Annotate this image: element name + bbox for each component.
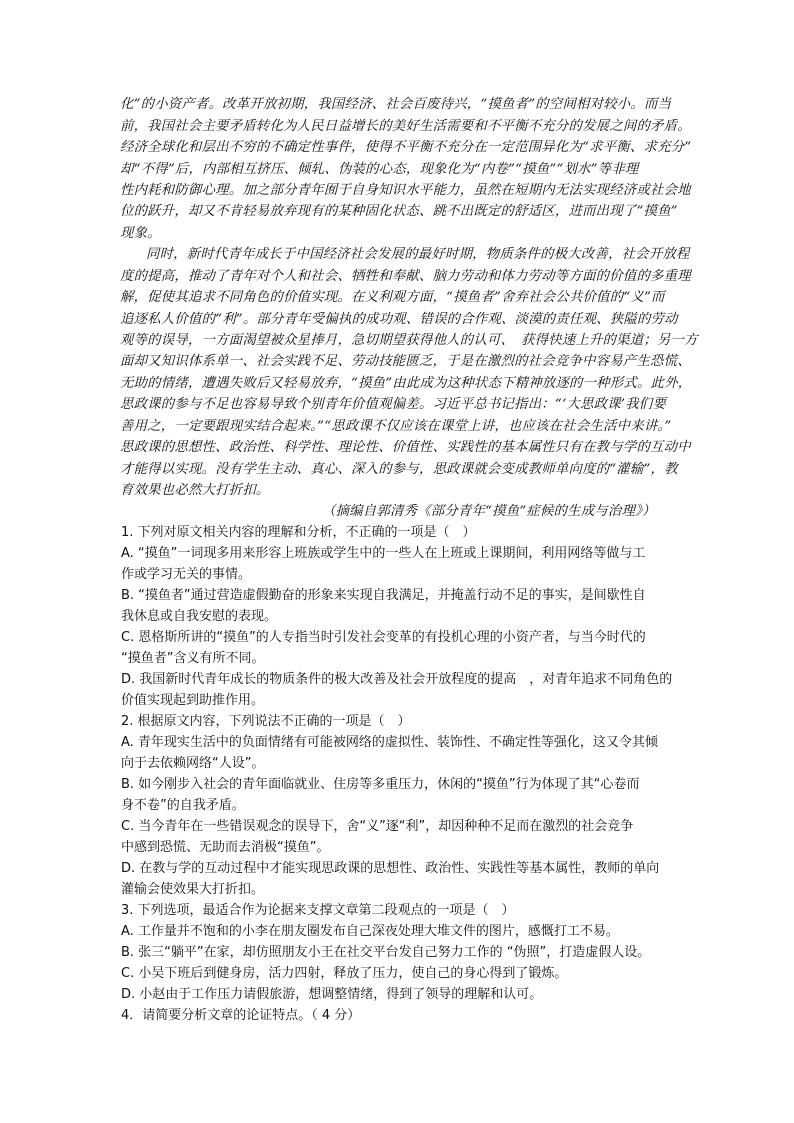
question-2-stem: 2. 根据原文内容，下列说法不正确的一项是（ ） <box>121 714 411 729</box>
question-3-option-c: C. 小吴下班后到健身房，活力四射，释放了压力，使自己的身心得到了锻炼。 <box>121 966 568 981</box>
article-line: 同时，新时代青年成长于中国经济社会发展的最好时期，物质条件的极大改善，社会开放程 <box>146 247 690 262</box>
question-4-stem: 4．请简要分析文章的论证特点。（ 4 分） <box>121 1008 361 1023</box>
question-1-stem: 1. 下列对原文相关内容的理解和分析，不正确的一项是（ ） <box>121 525 476 540</box>
article-line: 却“不得”后，内部相互挤压、倾轧、伪装的心态，现象化为“内卷”“摸鱼”“划水”等非理 <box>120 162 639 177</box>
question-2-option-d: D. 在教与学的互动过程中才能实现思政课的思想性、政治性、实践性等基本属性，教师的单向 <box>121 861 660 876</box>
question-2-option-d: 灌输会使效果大打折扣。 <box>121 882 265 897</box>
question-1-option-d: 价值实现起到助推作用。 <box>121 693 265 708</box>
question-1-option-a: A. “摸鱼”一词现多用来形容上班族或学生中的一些人在上班或上课期间，利用网络等做与工 <box>121 546 646 561</box>
article-line: 才能得以实现。没有学生主动、真心、深入的参与，思政课就会变成教师单向度的“灌输”，教 <box>120 462 678 477</box>
article-line: 观等的误导，一方面渴望被众星捧月，急切期望获得他人的认可、 获得快速上升的渠道；另一方 <box>120 333 698 348</box>
article-line: 位的跃升，却又不肯轻易放弃现有的某种固化状态、跳不出既定的舒适区，进而出现了“摸鱼” <box>120 204 678 219</box>
question-1-option-c: C. 恩格斯所讲的“摸鱼”的人专指当时引发社会变革的有投机心理的小资产者，与当今时代的 <box>121 630 646 645</box>
article-line: 化”的小资产者。改革开放初期，我国经济、社会百废待兴，“摸鱼者”的空间相对较小。而当 <box>120 97 672 112</box>
article-line: 无助的情绪，遭遇失败后又轻易放弃，“摸鱼”由此成为这种状态下精神放逐的一种形式。此外， <box>120 376 692 391</box>
article-line: 育效果也必然大打折扣。 <box>120 483 270 498</box>
question-2-option-a: 向于去依赖网络“人设”。 <box>121 756 265 771</box>
article-source: （摘编自郭清秀《部分青年“摸鱼”症候的生成与治理》） <box>322 504 656 519</box>
question-1-option-b: B. “摸鱼者”通过营造虚假勤奋的形象来实现自我满足，并掩盖行动不足的事实，是间歇性自 <box>121 588 646 603</box>
article-line: 度的提高，推动了青年对个人和社会、牺牲和奉献、脑力劳动和体力劳动等方面的价值的多重理 <box>120 269 691 284</box>
article-line: 思政课的思想性、政治性、科学性、理论性、价值性、实践性的基本属性只有在教与学的互动中 <box>120 440 691 455</box>
question-2-option-c: C. 当今青年在一些错误观念的误导下，舍“义”逐“利”，却因种种不足而在激烈的社会竞争 <box>121 819 634 834</box>
question-1-option-a: 作或学习无关的事情。 <box>121 567 252 582</box>
article-line: 现象。 <box>120 226 161 241</box>
article-line: 追逐私人价值的“利”。部分青年受偏执的成功观、错误的合作观、淡漠的责任观、狭隘的劳动 <box>120 312 678 327</box>
question-3-stem: 3. 下列选项，最适合作为论据来支撑文章第二段观点的一项是（ ） <box>121 903 515 918</box>
question-2-option-b: 身不卷”的自我矛盾。 <box>121 798 245 813</box>
question-2-option-c: 中感到恐慌、无助而去消极“摸鱼”。 <box>121 840 330 855</box>
question-3-option-d: D. 小赵由于工作压力请假旅游，想调整情绪，得到了领导的理解和认可。 <box>121 987 543 1002</box>
question-3-option-a: A. 工作量并不饱和的小李在朋友圈发布自己深夜处理大堆文件的图片，感慨打工不易。 <box>121 924 619 939</box>
article-line: 解，促使其追求不同角色的价值实现。在义利观方面，“摸鱼者”舍弃社会公共价值的“义”而 <box>120 290 665 305</box>
article-line: 性内耗和防御心理。加之部分青年囿于自身知识水平能力，虽然在短期内无法实现经济或社会地 <box>120 183 691 198</box>
article-line: 经济全球化和层出不穷的不确定性事件，使得不平衡不充分在一定范围异化为“求平衡、求充分” <box>120 140 692 155</box>
question-2-option-a: A. 青年现实生活中的负面情绪有可能被网络的虚拟性、装饰性、不确定性等强化，这又令其倾 <box>121 735 658 750</box>
article-line: 思政课的参与不足也容易导致个别青年价值观偏差。习近平总书记指出：“‘大思政课’我们要 <box>120 397 666 412</box>
article-line: 前，我国社会主要矛盾转化为人民日益增长的美好生活需要和不平衡不充分的发展之间的矛盾。 <box>120 119 691 134</box>
article-line: 善用之，一定要跟现实结合起来。”“思政课不仅应该在课堂上讲，也应该在社会生活中来讲。” <box>120 419 672 434</box>
question-1-option-b: 我休息或自我安慰的表现。 <box>121 609 278 624</box>
question-3-option-b: B. 张三“躺平”在家，却仿照朋友小王在社交平台发自己努力工作的 “伪照”，打造虚假人设。 <box>121 945 651 960</box>
question-1-option-d: D. 我国新时代青年成长的物质条件的极大改善及社会开放程度的提高 ，对青年追求不同角色的 <box>121 672 673 687</box>
question-2-option-b: B. 如今刚步入社会的青年面临就业、住房等多重压力，休闲的“摸鱼”行为体现了其“心卷而 <box>121 777 640 792</box>
question-1-option-c: “摸鱼者”含义有所不同。 <box>121 651 265 666</box>
article-line: 面却又知识体系单一、社会实践不足、劳动技能匮乏，于是在激烈的社会竞争中容易产生恐慌、 <box>120 354 691 369</box>
